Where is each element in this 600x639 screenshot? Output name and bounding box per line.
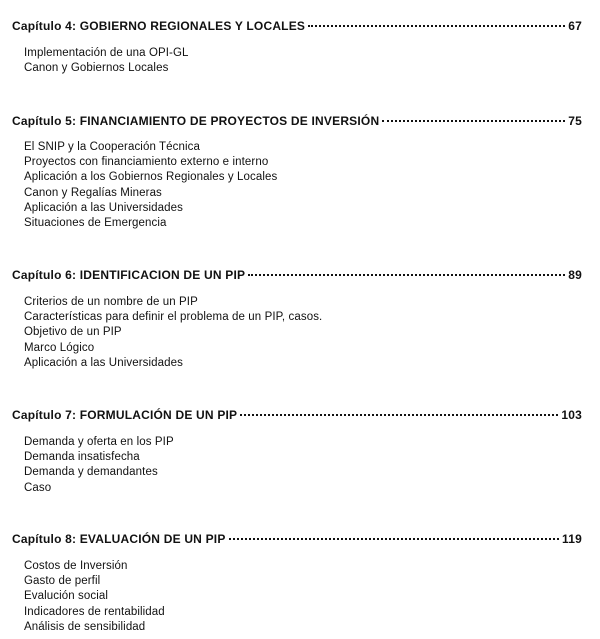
chapter-title: Capítulo 4: GOBIERNO REGIONALES Y LOCALES — [12, 19, 306, 33]
section-item[interactable]: Criterios de un nombre de un PIP — [24, 296, 198, 308]
chapter-title: Capítulo 7: FORMULACIÓN DE UN PIP — [12, 408, 238, 422]
section-item[interactable]: Canon y Regalías Mineras — [24, 186, 162, 199]
page-number: 67 — [568, 19, 582, 33]
section-item[interactable]: El SNIP y la Cooperación Técnica — [24, 141, 201, 153]
page-number: 89 — [568, 268, 582, 282]
section-list — [12, 295, 582, 371]
section-item[interactable]: Situaciones de Emergencia — [24, 216, 167, 229]
section-item[interactable]: Aplicación a las Universidades — [24, 356, 183, 369]
section-item[interactable]: Aplicación a los Gobiernos Regionales y Locales — [24, 171, 278, 184]
chapter-title: Capítulo 8: EVALUACIÓN DE UN PIP — [12, 532, 226, 546]
chapter-heading[interactable] — [12, 109, 582, 128]
leader-dots — [240, 400, 558, 416]
chapter-heading[interactable] — [12, 403, 582, 422]
section-item[interactable]: Demanda y demandantes — [24, 466, 158, 479]
chapter-8 — [12, 527, 582, 635]
section-list — [12, 559, 582, 635]
chapter-heading[interactable] — [12, 527, 582, 546]
leader-dots — [229, 524, 560, 540]
page-number: 103 — [561, 408, 582, 422]
section-item[interactable]: Proyectos con financiamiento externo e interno — [24, 156, 269, 169]
chapter-heading[interactable] — [12, 14, 582, 33]
section-item[interactable]: Gasto de perfil — [24, 575, 101, 588]
section-item[interactable]: Caso — [24, 481, 52, 494]
section-item[interactable]: Marco Lógico — [24, 341, 95, 354]
section-item[interactable]: Objetivo de un PIP — [24, 326, 122, 339]
leader-dots — [308, 11, 565, 27]
page-number: 75 — [568, 114, 582, 128]
section-item[interactable]: Canon y Gobiernos Locales — [24, 62, 169, 75]
chapter-title: Capítulo 6: IDENTIFICACION DE UN PIP — [12, 268, 246, 282]
chapter-4 — [12, 14, 582, 76]
section-item[interactable]: Aplicación a las Universidades — [24, 201, 183, 214]
section-item[interactable]: Evalución social — [24, 590, 109, 603]
section-item[interactable]: Demanda insatisfecha — [24, 451, 140, 464]
section-item[interactable]: Análisis de sensibilidad — [24, 620, 146, 633]
leader-dots — [382, 106, 565, 122]
section-item[interactable]: Implementación de una OPI-GL — [24, 47, 189, 59]
section-list — [12, 140, 582, 231]
chapter-title: Capítulo 5: FINANCIAMIENTO DE PROYECTOS DE INVERSIÓN — [12, 114, 380, 128]
section-item[interactable]: Indicadores de rentabilidad — [24, 605, 165, 618]
section-list — [12, 435, 582, 496]
section-item[interactable]: Características para definir el problema de un PIP, casos. — [24, 311, 323, 324]
section-item[interactable]: Demanda y oferta en los PIP — [24, 436, 174, 448]
section-item[interactable]: Costos de Inversión — [24, 560, 128, 572]
page-number: 119 — [562, 532, 582, 546]
chapter-5 — [12, 109, 582, 231]
leader-dots — [248, 260, 565, 276]
chapter-6 — [12, 263, 582, 371]
chapter-7 — [12, 403, 582, 496]
section-list — [12, 46, 582, 76]
chapter-heading[interactable] — [12, 263, 582, 282]
